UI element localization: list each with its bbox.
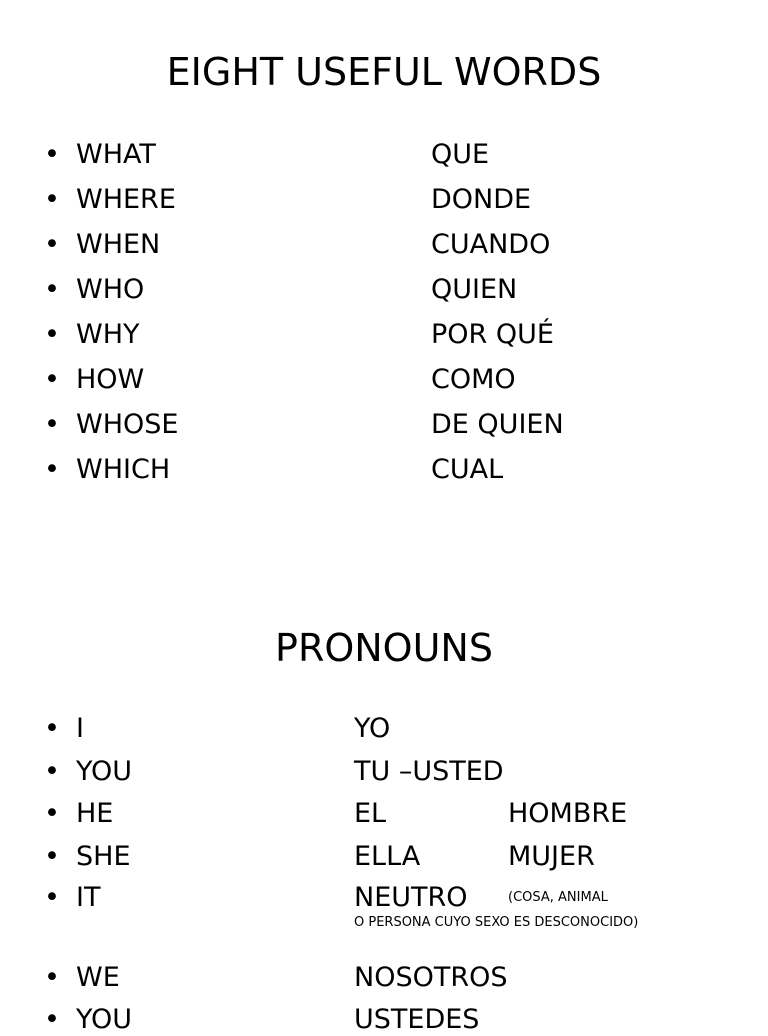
english-word: HOW xyxy=(76,364,145,395)
bullet: • xyxy=(44,713,60,744)
bullet: • xyxy=(44,274,60,305)
spanish-word: USTEDES xyxy=(354,1004,480,1035)
bullet: • xyxy=(44,139,60,170)
spanish-word: EL xyxy=(354,798,387,829)
bullet: • xyxy=(44,454,60,485)
spanish-word: CUANDO xyxy=(431,229,551,260)
bullet: • xyxy=(44,798,60,829)
english-word: WHOSE xyxy=(76,409,179,440)
bullet: • xyxy=(44,882,60,913)
slide-title: PRONOUNS xyxy=(275,626,493,670)
bullet: • xyxy=(44,962,60,993)
bullet: • xyxy=(44,184,60,215)
english-word: WHY xyxy=(76,319,140,350)
spanish-word: DE QUIEN xyxy=(431,409,564,440)
spanish-word: QUE xyxy=(431,139,490,170)
english-word: I xyxy=(76,713,84,744)
english-word: YOU xyxy=(76,1004,133,1035)
spanish-word: NEUTRO xyxy=(354,882,468,913)
bullet: • xyxy=(44,409,60,440)
gender-word: MUJER xyxy=(508,841,595,872)
english-word: WHO xyxy=(76,274,145,305)
english-word: WE xyxy=(76,962,120,993)
neutral-note-continued: O PERSONA CUYO SEXO ES DESCONOCIDO) xyxy=(354,915,639,930)
english-word: IT xyxy=(76,882,101,913)
bullet: • xyxy=(44,1004,60,1035)
spanish-word: ELLA xyxy=(354,841,421,872)
english-word: WHERE xyxy=(76,184,176,215)
spanish-word: DONDE xyxy=(431,184,532,215)
english-word: WHAT xyxy=(76,139,156,170)
spanish-word: POR QUÉ xyxy=(431,319,554,350)
gender-word: HOMBRE xyxy=(508,798,628,829)
neutral-note-start: (COSA, ANIMAL xyxy=(508,890,608,905)
spanish-word: CUAL xyxy=(431,454,504,485)
spanish-word: COMO xyxy=(431,364,516,395)
spanish-word: YO xyxy=(354,713,391,744)
slide-pronouns xyxy=(0,576,768,1035)
spanish-word: QUIEN xyxy=(431,274,518,305)
spanish-word: NOSOTROS xyxy=(354,962,508,993)
bullet: • xyxy=(44,756,60,787)
spanish-word: TU –USTED xyxy=(354,756,504,787)
english-word: WHICH xyxy=(76,454,171,485)
english-word: SHE xyxy=(76,841,131,872)
bullet: • xyxy=(44,841,60,872)
english-word: WHEN xyxy=(76,229,161,260)
bullet: • xyxy=(44,364,60,395)
english-word: YOU xyxy=(76,756,133,787)
bullet: • xyxy=(44,319,60,350)
english-word: HE xyxy=(76,798,114,829)
bullet: • xyxy=(44,229,60,260)
slide-title: EIGHT USEFUL WORDS xyxy=(166,50,602,94)
